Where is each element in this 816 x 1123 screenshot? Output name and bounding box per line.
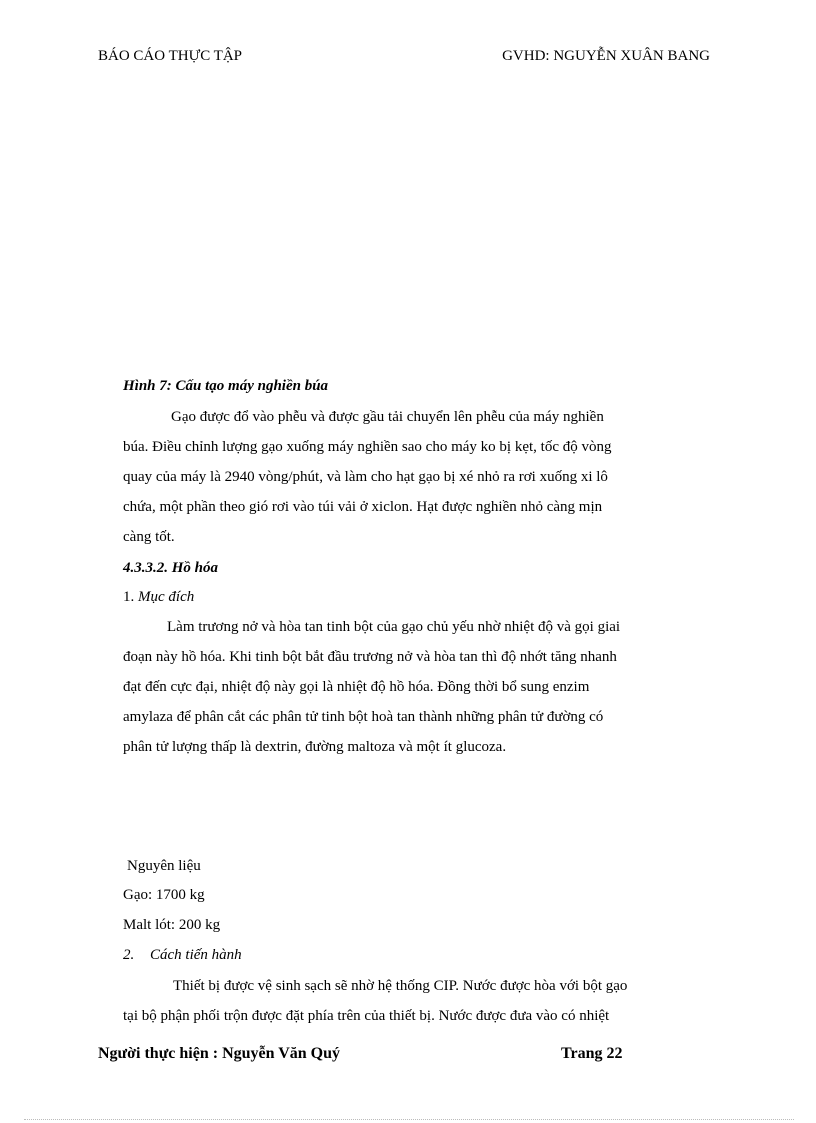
header-supervisor: GVHD: NGUYỄN XUÂN BANG bbox=[502, 48, 710, 64]
materials-rice: Gạo: 1700 kg bbox=[123, 887, 205, 903]
materials-malt: Malt lót: 200 kg bbox=[123, 917, 221, 933]
paragraph-line: amylaza để phân cắt các phân tử tinh bột hoà tan thành những phân tử đường có bbox=[123, 709, 604, 725]
subsection-number: 1. bbox=[123, 589, 135, 605]
paragraph-line: phân tử lượng thấp là dextrin, đường maltoza và một ít glucoza. bbox=[123, 739, 507, 755]
paragraph-line: Gạo được đổ vào phễu và được gầu tải chuyển lên phễu của máy nghiền bbox=[171, 409, 604, 425]
paragraph-line: đoạn này hồ hóa. Khi tinh bột bắt đầu trương nở và hòa tan thì độ nhớt tăng nhanh bbox=[123, 649, 617, 665]
paragraph-line: búa. Điều chỉnh lượng gạo xuống máy nghiền sao cho máy ko bị kẹt, tốc độ vòng bbox=[123, 439, 612, 455]
paragraph-gelatinization bbox=[123, 612, 713, 762]
paragraph-line: đạt đến cực đại, nhiệt độ này gọi là nhiệt độ hồ hóa. Đồng thời bổ sung enzim bbox=[123, 679, 590, 695]
paragraph-line: càng tốt. bbox=[123, 529, 175, 545]
paragraph-line: tại bộ phận phối trộn được đặt phía trên của thiết bị. Nước được đưa vào có nhiệt bbox=[123, 1008, 610, 1024]
paragraph-grinding bbox=[123, 402, 713, 552]
section-heading: 4.3.3.2. Hồ hóa bbox=[123, 560, 219, 576]
paragraph-line: quay của máy là 2940 vòng/phút, và làm cho hạt gạo bị xé nhỏ ra rơi xuống xi lô bbox=[123, 469, 608, 485]
materials-title: Nguyên liệu bbox=[127, 858, 201, 874]
subsection-procedure bbox=[123, 947, 242, 964]
footer-page-number: Trang 22 bbox=[561, 1045, 623, 1062]
paragraph-line: Thiết bị được vệ sinh sạch sẽ nhờ hệ thống CIP. Nước được hòa với bột gạo bbox=[173, 978, 628, 994]
subsection-title: Mục đích bbox=[138, 589, 195, 605]
page-bottom-divider bbox=[24, 1119, 794, 1120]
subsection-purpose bbox=[123, 589, 194, 606]
paragraph-line: chứa, một phần theo gió rơi vào túi vải ở xiclon. Hạt được nghiền nhỏ càng mịn bbox=[123, 499, 603, 515]
subsection-title: Cách tiến hành bbox=[150, 947, 242, 963]
footer-author: Người thực hiện : Nguyễn Văn Quý bbox=[98, 1045, 341, 1062]
header-report-title: BÁO CÁO THỰC TẬP bbox=[98, 48, 243, 64]
paragraph-line: Làm trương nở và hòa tan tinh bột của gạo chủ yếu nhờ nhiệt độ và gọi giai bbox=[167, 619, 621, 635]
figure-caption: Hình 7: Cấu tạo máy nghiền búa bbox=[123, 378, 329, 394]
paragraph-procedure bbox=[123, 971, 713, 1031]
subsection-number: 2. bbox=[123, 947, 135, 963]
